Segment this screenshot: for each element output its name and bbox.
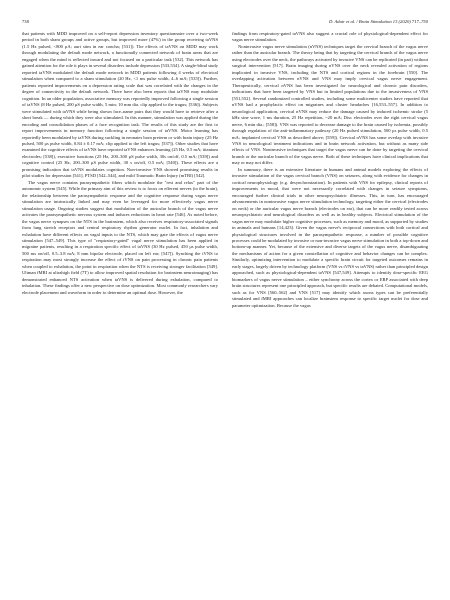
right-column (232, 31, 428, 576)
paragraph: In summary, there is an extensive literature in humans and animal models exploring the effects of invasive stimulation of the vagus cervical branch (VNS) on seizures, along with evidence for changes in cortical neurophysiology (e.g. desynchronization). In patients with VNS for epilepsy, clinical reports of improvements in mood, that were not necessarily correlated with changes in seizure symptoms, encouraged further clinical trials in other neuropsychiatric illnesses. This, in turn, has encouraged advancements in noninvasive vagus nerve stimulation technology, targeting either the cervical (electrodes on neck) or the auricular vagus nerve branch (electrodes on ear), that can be more readily tested across neuropsychiatric and neurological disorders as well as in healthy subjects. Electrical stimulation of the vagus nerve may modulate higher cognitive processes, such as memory and mood, as supported by studies in animals and humans [14,423]. Given the vagus nerve's reciprocal connections with both cortical and physiological structures involved in the parasympathetic response, a number of possible cognitive processes could be modulated by invasive or non-invasive vagus nerve stimulation in both a top-down and bottom-up manner. Yet, because of the extensive and diverse targets of the vagus nerve, disambiguating the mechanisms of action for a given constellation of cognitive and behavior changes can be complex. Similarly, optimizing intervention to modulate a specific brain circuit for targeted outcomes remains in early stages, largely driven by technology platform (VNS vs tVNS vs taVNS) rather than principled design approached, such as physiological-dependent taVNS [547,549]. Attempts to identify dose-specific EEG biomarkers of vagus nerve stimulation – either synchrony across the cortex or ERP associated with deep brain structures represent one principled approach, but specific results are debated. Computational models, such as for VNS [560–562] and VNS [517] may identify which axons types can be preferentially stimulated and fMRI approaches can localize brainstem response to specific target nuclei for dose and parameter optimization. Because the vagus (232, 166, 428, 308)
page-number: 738 (22, 19, 29, 24)
page-header (22, 18, 428, 26)
running-head: D. Adair et al. / Brain Stimulation 13 (2020) 717–750 (328, 19, 428, 24)
paragraph: The vagus nerve contains parasympathetic fibers which modulate the "rest and relax" part of the autonomic system [545]. While the primary aim of this review is to focus on efferent nerves (to the brain), the relationship between the parasympathetic response and the cognitive response during vagus nerve stimulation are intrinsically linked and may even be leveraged for more effectively vagus nerve stimulation usage. Ongoing studies suggest that modulation of the auricular branch of the vagus nerve activates the parasympathetic nervous system and induces reductions in heart rate [546]. As noted before, the vagus nerve synapses on the NTS in the brainstem, which also receives respiratory-associated signals from lung stretch receptors and central respiratory rhythm generator nuclei. In fact, inhalation and exhalation have different effects on vagal inputs to the NTS, which may gate the effects of vagus nerve stimulation [547–549]. This type of "respiratory-gated" vagal nerve stimulation has been applied in migraine patients, resulting in a respiration specific effect of taVNS (30 Hz pulsed, 450 μs pulse width, 500 ms on/off, 0.5–3.8 mA; 8 mm bipolar electrode, placed on left ear; [547]). Synching the tVNS to respiration may most strongly increase the effect of tVNS on pain processing in chronic pain patients when coupled to exhalation, the point in respiration when the NTS is receiving stronger facilitation [549]. Ultman fMRI at ultrahigh field (7T) to allow improved spatial resolution for brainstem neuroimaging) has demonstrated enhanced NTS activation when taVNS is delivered during exhalation, compared to inhalation. These findings offer a new perspective on dose optimization. Most commonly researchers vary electrode placement and waveform in order to determine an optimal dose. However, the (22, 179, 218, 295)
two-column-body (22, 31, 428, 576)
left-column (22, 31, 218, 576)
paragraph: Noninvasive vagus nerve stimulation (nVNS) techniques target the cervical branch of the vagus nerve rather than the auricular branch. The theory being that by targeting the cervical branch of the vagus nerve using electrodes over the neck, the pathways activated by invasive VNS can be replicated (in part) without surgical intervention [517]. Brain imaging during nVNS over the neck revealed activation of regions implicated in invasive VNS, including the NTS and cortical regions in the forebrain [550]. The overlapping activation between nVNS and VNS may imply cervical vagus nerve engagement. Therapeutically, cervical nVNS has been investigated for neurological and chronic pain disorders, indications that have been targeted by VNS but in limited populations due to the invasiveness of VNS [551,552]. Several randomized controlled studies, including some multicenter studies have reported that nVNS had a prophylactic effect on migraines and cluster headaches [16,553–557]. In addition to neurological application, cervical nVNS may reduce the damage caused by induced ischemic stroke (5 kHz sine wave, 1 ms duration, 25 Hz repetition, ~20 mA; Disc electrodes over the right cervical vagus nerve, 6 min dia.; [558]). VNS was reported to decrease damage to the brain caused by ischemia, possibly through regulation of the anti-inflammatory pathway (20 Hz pulsed stimulation, 500 μs pulse width, 0.5 mA; implanted cervical VNS as described above; [559]). Cervical nVNS has some overlap with invasive VNS in neurological treatment indications and in brain network activation, but without as many side effects of VNS. Noninvasive techniques that target the vagus nerve can be done by targeting the cervical branch or the auricular branch of the vagus nerve. Both of these techniques have clinical implications that may or may not differ. (232, 43, 428, 166)
paragraph: that patients with MDD improved on a self-report depression inventory questionnaire over a two-week period in both sham groups and active groups, but improved more (47%) in the group receiving taVNS (1.5 Hz pulsed, <800 μA; auri stim in ear concha; [531]). The effects of taVNS on MDD may work through modulating the default mode network, a functionally connected network of brain areas that are engaged when the mind is reflected inward and not focused on a particular task [532]. This network has gained attention for the role it plays in several disorders include depression [533,534]. A single-blind study reported taVNS modulated the default mode network in MDD patients following 4 weeks of electrical stimulation when compared to a sham stimulation (20 Hz, <1 ms pulse width, 4–6 mA; [535]). Further, patients reported improvements on a depression rating scale that was correlated with the changes in the degree of connectivity in the default network. There have also been reports that taVNS may modulate cognition. In an older population, associative memory was reportedly improved following a single session of taVNS (8 Hz pulsed, 200 μS pulse width, 5 min; 10 mm dia. clip applied to the tragus; [536]). Subjects were stimulated with taVNS while being shown face–name pairs that they would have to retrieve after a short break — during which they were also stimulated. In this manner, stimulation was applied during the encoding and consolidation phases of a face recognition task. The results of this study are the first to report improvements in memory function following a single session of taVNS. Motor learning has reportedly been modulated by taVNS during suckling in neonates born preterm or with brain injury (25 Hz pulsed, 500 μs pulse width, 0.84 ± 0.17 mA; clip applied to the left tragus; [537]). Other studies that have examined the cognitive effects of taVNS have reported taVNS enhances learning (25 Hz, 0.5 mA; titanium electrodes; [538]), executive functions (25 Hz, 200–300 μS pulse width, 30s on/off, 0.5 mA; [539]) and cognitive control (25 Hz, 200–300 μS pulse width, 30 s on/off, 0.5 mA; [540]). These effects are a promising indication that taVNS modulates cognition. Non-invasive VNS showed promising results in pilot studies for depression [541], PTSD [542–544], and mild Traumatic Brain Injury (mTBI) [542]. (22, 31, 218, 179)
paragraph: findings from respiratory-gated taVNS also suggest a crucial role of physiological-dependent effect for vagus nerve stimulation. (232, 31, 428, 43)
